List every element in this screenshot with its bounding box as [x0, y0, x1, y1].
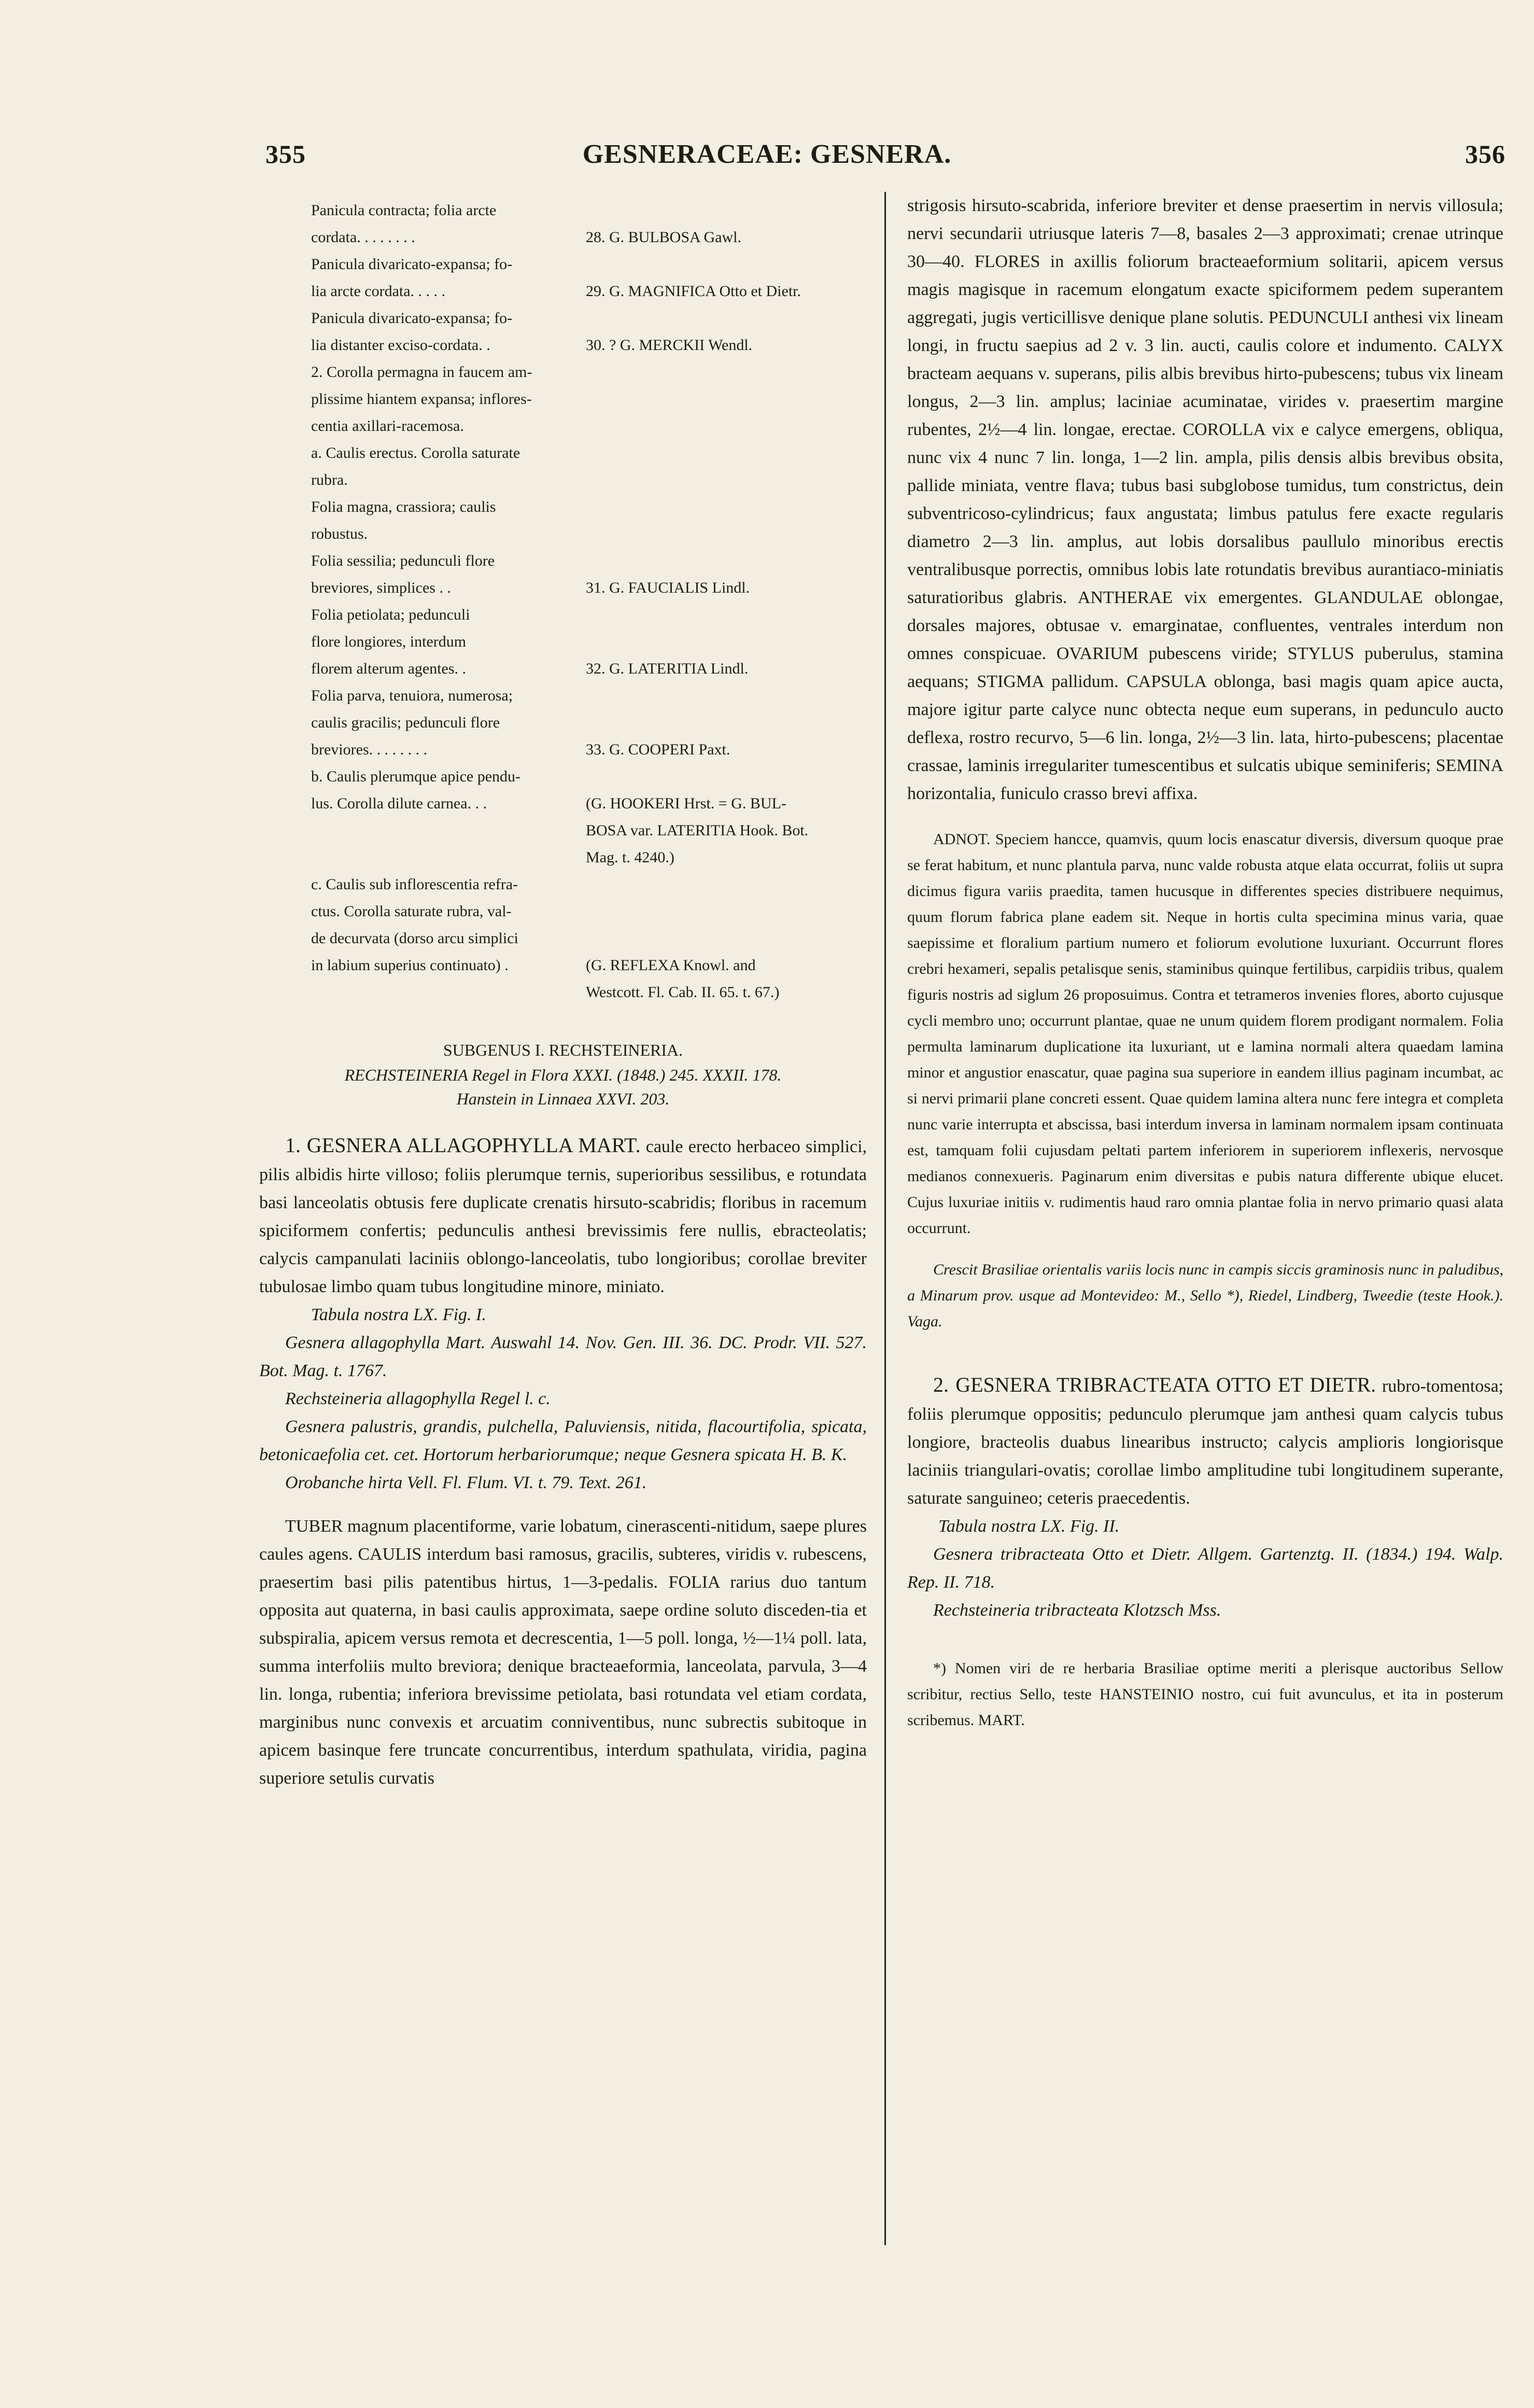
key-row-text: Folia parva, tenuiora, numerosa;	[311, 687, 513, 704]
subgenus-citation-2: Hanstein in Linnaea XXVI. 203.	[456, 1089, 670, 1108]
key-row-text: Panicula divaricato-expansa; fo-	[311, 310, 513, 327]
synonym-4: Orobanche hirta Vell. Fl. Flum. VI. t. 79. Text. 261.	[285, 1473, 647, 1492]
key-row	[311, 898, 867, 925]
key-row-text: Folia petiolata; pedunculi	[311, 606, 470, 623]
key-row-text: Panicula contracta; folia arcte	[311, 202, 497, 219]
key-row	[311, 332, 867, 359]
key-row-text: plissime hiantem expansa; inflores-	[311, 390, 532, 408]
key-row-text: caulis gracilis; pedunculi flore	[311, 714, 500, 731]
key-row-species: 28. G. BULBOSA Gawl.	[586, 229, 742, 246]
synonym-3: Gesnera palustris, grandis, pulchella, Paluviensis, nitida, flacourtifolia, spicata, betonicaefolia cet. cet. Hortorum herbariorumque; neque Gesnera spicata H. B. K.	[259, 1417, 867, 1464]
synonym-1: Gesnera allagophylla Mart. Auswahl 14. Nov. Gen. III. 36. DC. Prodr. VII. 527. Bot. Mag. t. 1767.	[259, 1333, 867, 1380]
key-row	[311, 871, 867, 898]
key-row-text: lia arcte cordata. . . . .	[311, 283, 446, 300]
right-column	[907, 192, 1503, 1733]
key-row-text: lus. Corolla dilute carnea. . .	[311, 795, 487, 812]
synonym-2b: Rechsteineria tribracteata Klotzsch Mss.	[933, 1601, 1221, 1620]
species-1-morphology: TUBER magnum placentiforme, varie lobatum, cinerascenti-nitidum, saepe plures caules agens. CAULIS interdum basi ramosus, gracilis, subteres, viridis v. rubescens, praesertim basi pilis patentibus hirtus, 1—3-pedalis. FOLIA rarius duo tantum opposita aut quaterna, in basi caulis approximata, saepe ordine soluto disceden-tia et subspiralia, apicem versus remota et decrescentia, 1—5 poll. longa, ½—1¼ poll. lata, summa interfoliis multo breviora; denique bracteaeformia, lanceolata, parvula, 3—4 lin. longa, rubentia; inferiora brevissime petiolata, basi rotundata vel etiam cordata, marginibus nunc convexis et arcuatim conniventibus, nunc subrectis subitoque in apicem basinque fere truncate concurrentibus, interdum spathulata, viridia, pagina superiore setulis curvatis	[259, 1517, 867, 1788]
key-row-text: Panicula divaricato-expansa; fo-	[311, 256, 513, 273]
synonym-2: Rechsteineria allagophylla Regel l. c.	[285, 1389, 551, 1408]
key-row	[311, 817, 867, 844]
page-number-right: 356	[1465, 139, 1505, 169]
species-key	[259, 192, 867, 1006]
key-row-species: Mag. t. 4240.)	[586, 849, 674, 866]
key-row-species: 32. G. LATERITIA Lindl.	[586, 660, 749, 677]
key-row	[311, 575, 867, 601]
key-row	[311, 494, 867, 521]
species-1-morphology-cont: strigosis hirsuto-scabrida, inferiore breviter et dense praesertim in nervis villosula; nervi secundarii utriusque lateris 7—8, basales 2—3 approximati; crenae utrinque 30—40. FLORES in axillis foliorum bracteaeformium solitarii, apicem versus magis magisque in racemum elongatum exacte spiciformem pedem superantem aggregati, jugis verticillisve denique plane solutis. PEDUNCULI anthesi vix lineam longi, in fructu saepius ad 2 v. 3 lin. aucti, caulis colore et indumento. CALYX bracteam aequans v. superans, pilis albis brevibus hirto-pubescens; tubus vix lineam longus, 2—3 lin. amplus; laciniae acuminatae, virides v. praesertim margine rubentes, 2½—4 lin. longae, erectae. COROLLA vix e calyce emergens, obliqua, nunc vix 4 nunc 7 lin. longa, 1—2 lin. ampla, pilis densis albis brevibus obsita, pallide miniata, ventre flava; tubus basi subglobose tumidus, tum constrictus, dein subventricoso-cylindricus; faux angustata; limbus patulus fere exacte regularis diametro 2—3 lin. amplus, aut lobis dorsalibus paullulo minoribus erectis ventralibusque porrectis, omnibus lobis late rotundatis brevibus aurantiaco-miniatis saturatioribus glabris. ANTHERAE vix emergentes. GLANDULAE oblongae, dorsales majores, obtusae v. emarginatae, confluentes, ventrales interdum non omnes conspicuae. OVARIUM pubescens viride; STYLUS puberulus, stamina aequans; STIGMA pallidum. CAPSULA oblonga, basi magis quam apice aucta, majore igitur parte calyce nunc obtecta neque eum superans, in pedunculo aucto deflexa, rostro recurvo, 5—6 lin. longa, 2½—3 lin. lata, hirto-pubescens; placentae crassae, laminis irregulariter tumescentibus et sulcatis ubique seminiferis; SEMINA horizontalia, funiculo crasso brevi affixa.	[907, 196, 1503, 803]
key-row-text: 2. Corolla permagna in faucem am-	[311, 363, 532, 381]
key-row	[311, 224, 867, 251]
key-row-text: cordata. . . . . . . .	[311, 229, 415, 246]
key-row-text: centia axillari-racemosa.	[311, 417, 464, 435]
key-row	[311, 197, 867, 224]
key-row	[311, 655, 867, 682]
key-row-species: (G. HOOKERI Hrst. = G. BUL-	[586, 795, 786, 812]
key-row-species: 29. G. MAGNIFICA Otto et Dietr.	[586, 283, 801, 300]
key-row	[311, 844, 867, 871]
synonym-2a: Gesnera tribracteata Otto et Dietr. Allgem. Gartenztg. II. (1834.) 194. Walp. Rep. II. 718.	[907, 1545, 1503, 1592]
key-row-species: BOSA var. LATERITIA Hook. Bot.	[586, 822, 809, 839]
subgenus-title: SUBGENUS I. RECHSTEINERIA.	[443, 1041, 683, 1059]
key-row	[311, 952, 867, 979]
key-row	[311, 925, 867, 952]
key-row-text: rubra.	[311, 471, 348, 488]
key-row-text: breviores. . . . . . . .	[311, 741, 428, 758]
key-row	[311, 709, 867, 736]
key-row-text: de decurvata (dorso arcu simplici	[311, 930, 518, 947]
key-row	[311, 305, 867, 332]
key-row	[311, 278, 867, 305]
distribution: Crescit Brasiliae orientalis variis locis nunc in campis siccis graminosis nunc in paludibus, a Minarum prov. usque ad Montevideo: M., Sello *), Riedel, Lindberg, Tweedie (teste Hook.). Vaga.	[907, 1261, 1503, 1330]
key-row	[311, 440, 867, 467]
adnotatio: ADNOT. Speciem hancce, quamvis, quum locis enascatur diversis, diversum quoque prae se ferat habitum, et nunc plantula parva, nunc valde robusta atque elata occurrat, foliis ut supra dicimus figura variis praedita, tamen hucusque in differentes species distribuere nequimus, quum florum fabrica plane eadem sit. Neque in hortis culta specimina minus varia, quae saepissime et floralium partium numero et foliorum evolutione luxuriant. Occurrunt flores crebri hexameri, sepalis petalisque senis, staminibus quinque fertilibus, carpidiis tribus, qualem figuris nostris ad siglum 26 proposuimus. Contra et tetrameros invenies flores, aborto cujusque cycli membro uno; occurrunt plantae, quae ne unum quidem florem prodigant normalem. Folia permulta laminarum duplicatione ita luxuriant, ut e lamina normali altera quaedam lamina minor et angustior enascatur, quae pagina sua superiore in eandem illius paginam incumbat, ac si nervi primarii plane concreti essent. Quae quidem lamina altera nunc fere integra et completa nunc varie interrupta et abscissa, basi interdum inversa in laminam normalem ipsam continuata est, tamquam folii cujusdam peltati partem inferiorem in superiorem inflexeris, nervosque medianos connexueris. Paginarum enim diversitas e pubis natura differente ubique elucet. Cujus luxuriae initiis v. rudimentis haud raro omnia plantae folia in nervo primario quasi alata occurrunt.	[907, 831, 1503, 1237]
key-row-text: Folia magna, crassiora; caulis	[311, 498, 496, 515]
species-2-heading: 2. GESNERA TRIBRACTEATA OTTO ET DIETR.	[933, 1373, 1376, 1396]
key-row-text: breviores, simplices . .	[311, 579, 451, 596]
key-row-text: b. Caulis plerumque apice pendu-	[311, 768, 521, 785]
key-row-text: lia distanter exciso-cordata. .	[311, 337, 490, 354]
species-1-diagnosis: caule erecto herbaceo simplici, pilis albidis hirte villoso; foliis plerumque ternis, superioribus sessilibus, e rotundata basi lanceolatis obtusis fere duplicate crenatis hirsuto-scabridis; floribus in racemum spiciformem confertis; pedunculis anthesi brevissimis fere nullis, ebracteolatis; calycis campanulati laciniis oblongo-lanceolatis, tubo longioribus; corollae breviter tubulosae limbo quam tubus longitudine minore, miniato.	[259, 1137, 867, 1296]
column-divider	[884, 192, 886, 2245]
left-column	[259, 192, 867, 1793]
key-row-text: Folia sessilia; pedunculi flore	[311, 552, 495, 569]
key-row-species: 33. G. COOPERI Paxt.	[586, 741, 730, 758]
key-row	[311, 386, 867, 413]
subgenus-citation: RECHSTEINERIA Regel in Flora XXXI. (1848.) 245. XXXII. 178.	[344, 1066, 782, 1084]
key-row	[311, 736, 867, 763]
key-row	[311, 628, 867, 655]
key-row	[311, 601, 867, 628]
key-row	[311, 548, 867, 575]
species-2-tabula: Tabula nostra LX. Fig. II.	[938, 1517, 1120, 1536]
key-row	[311, 467, 867, 494]
key-row	[311, 682, 867, 709]
key-row	[311, 521, 867, 548]
key-row	[311, 251, 867, 278]
key-row-species: Westcott. Fl. Cab. II. 65. t. 67.)	[586, 984, 780, 1001]
key-row-text: ctus. Corolla saturate rubra, val-	[311, 903, 512, 920]
species-1-description	[259, 1131, 867, 1301]
species-1-tabula: Tabula nostra LX. Fig. I.	[311, 1305, 486, 1324]
key-row-species: 31. G. FAUCIALIS Lindl.	[586, 579, 750, 596]
footnote: *) Nomen viri de re herbaria Brasiliae optime meriti a plerisque auctoribus Sellow scribitur, rectius Sello, teste HANSTEINIO nostro, cui fuit avunculus, et ita in posterum scribemus. MART.	[907, 1660, 1503, 1729]
key-row-text: a. Caulis erectus. Corolla saturate	[311, 444, 520, 461]
key-row-text: florem alterum agentes. .	[311, 660, 467, 677]
key-row-text: flore longiores, interdum	[311, 633, 467, 650]
key-row-text: robustus.	[311, 525, 368, 542]
key-row	[311, 359, 867, 386]
key-row	[311, 790, 867, 817]
key-row-text: in labium superius continuato) .	[311, 957, 509, 974]
key-row-species: (G. REFLEXA Knowl. and	[586, 957, 756, 974]
key-row	[311, 763, 867, 790]
species-1-heading: 1. GESNERA ALLAGOPHYLLA MART.	[285, 1133, 641, 1157]
key-row	[311, 979, 867, 1006]
species-2-diagnosis: rubro-tomentosa; foliis plerumque oppositis; pedunculo plerumque jam anthesi quam calycis tubus longiore, bracteolis duabus linearibus instructo; calycis amplioris longiorisque laciniis triangulari-ovatis; corollae limbo amplitudine tubi longitudinem superante, saturate sanguineo; ceteris praecedentis.	[907, 1377, 1503, 1508]
running-title: GESNERACEAE: GESNERA.	[582, 139, 952, 169]
key-row-species: 30. ? G. MERCKII Wendl.	[586, 337, 753, 354]
key-row-text: c. Caulis sub inflorescentia refra-	[311, 876, 518, 893]
page-number-left: 355	[265, 139, 306, 169]
species-2-description	[907, 1371, 1503, 1513]
key-row	[311, 413, 867, 440]
